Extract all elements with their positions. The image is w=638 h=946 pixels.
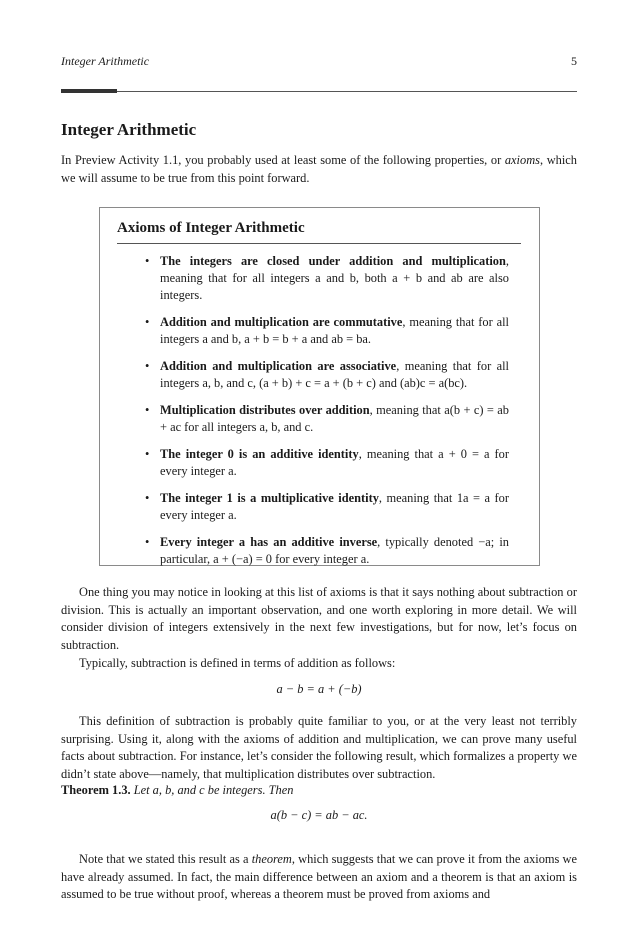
- axiom-box: [99, 207, 540, 566]
- axiom-item: [145, 358, 509, 392]
- intro-text-start: In Preview Activity 1.1, you probably used at least some of the following properties, or: [61, 153, 505, 167]
- theorem-note-text-start: Note that we stated this result as a: [79, 852, 252, 866]
- axiom-name: Multiplication distributes over addition: [160, 403, 370, 417]
- intro-emphasis: axioms: [504, 153, 540, 167]
- axiom-name: The integer 1 is a multiplicative identity: [160, 491, 379, 505]
- bullet-icon: •: [145, 491, 150, 505]
- axiom-name: The integer 0 is an additive identity: [160, 447, 359, 461]
- axiom-text: , meaning that for all integers a and b, both a + b and ab are also integers.: [160, 254, 509, 302]
- equation-subtraction: a − b = a + (−b): [276, 682, 362, 696]
- axiom-box-rule: [117, 243, 521, 244]
- axiom-text: , typically denoted −a; in particular, a + (−a) = 0 for every integer a.: [160, 535, 509, 566]
- bullet-icon: •: [145, 535, 150, 549]
- axiom-box-title: Axioms of Integer Arithmetic: [117, 220, 305, 236]
- bullet-icon: •: [145, 315, 150, 329]
- axiom-name: Addition and multiplication are commutative: [160, 315, 403, 329]
- running-header: [61, 54, 577, 70]
- axiom-item: [145, 490, 509, 524]
- axiom-name: The integers are closed under addition and multiplication: [160, 254, 506, 268]
- bullet-icon: •: [145, 403, 150, 417]
- running-header-title: Integer Arithmetic: [61, 54, 150, 68]
- axiom-text: , meaning that a + 0 = a for every integer a.: [160, 447, 509, 478]
- paragraph-subtraction-definition: Typically, subtraction is defined in terms of addition as follows:: [79, 656, 396, 670]
- theorem-note-text-end: , which suggests that we can prove it from the axioms we have already assumed. In fact, the main difference between an axiom and a theorem is that an axiom is assumed to be true without proof, whereas a theorem must be proved from axioms and: [61, 852, 577, 902]
- section-title: Integer Arithmetic: [61, 120, 197, 139]
- header-rule-thick: [61, 89, 117, 93]
- axiom-item: [145, 534, 509, 568]
- paragraph-theorem-note: [61, 851, 577, 904]
- bullet-icon: •: [145, 254, 150, 268]
- axiom-list: [145, 253, 509, 578]
- bullet-icon: •: [145, 359, 150, 373]
- page-number: 5: [571, 54, 577, 68]
- equation-distributive-subtraction: a(b − c) = ab − ac.: [270, 808, 368, 822]
- axiom-text: , meaning that for all integers a and b, a + b = b + a and ab = ba.: [160, 315, 509, 346]
- axiom-text: , meaning that 1a = a for every integer a.: [160, 491, 509, 522]
- header-rule-thin: [117, 91, 577, 92]
- paragraph-subtraction-division: One thing you may notice in looking at this list of axioms is that it says nothing about subtraction or division. This is actually an important observation, and one worth exploring in more detail. We will consider division of integers extensively in the next few investigations, but for now, let’s focus on subtraction.: [61, 585, 577, 652]
- axiom-name: Every integer a has an additive inverse: [160, 535, 378, 549]
- axiom-text: , meaning that a(b + c) = ab + ac for all integers a, b, and c.: [160, 403, 509, 434]
- bullet-icon: •: [145, 447, 150, 461]
- axiom-item: [145, 314, 509, 348]
- axiom-item: [145, 402, 509, 436]
- theorem-statement: Let a, b, and c be integers. Then: [133, 783, 294, 797]
- axiom-name: Addition and multiplication are associative: [160, 359, 397, 373]
- intro-text-end: , which we will assume to be true from this point forward.: [61, 153, 577, 185]
- axiom-text: , meaning that for all integers a, b, and c, (a + b) + c = a + (b + c) and (ab)c = a(bc).: [160, 359, 509, 390]
- theorem: [61, 782, 577, 800]
- theorem-label: Theorem 1.3.: [61, 783, 131, 797]
- paragraph-definition-discussion: This definition of subtraction is probably quite familiar to you, or at the very least not terribly surprising. Using it, along with the axioms of addition and multiplication, we can prove many useful facts about subtraction. For instance, let’s consider the following result, which formalizes a property we didn’t state above—namely, that multiplication distributes over subtraction.: [61, 714, 577, 781]
- axiom-item: [145, 446, 509, 480]
- intro-paragraph: [61, 152, 577, 187]
- axiom-item: [145, 253, 509, 304]
- theorem-note-emphasis: theorem: [251, 852, 292, 866]
